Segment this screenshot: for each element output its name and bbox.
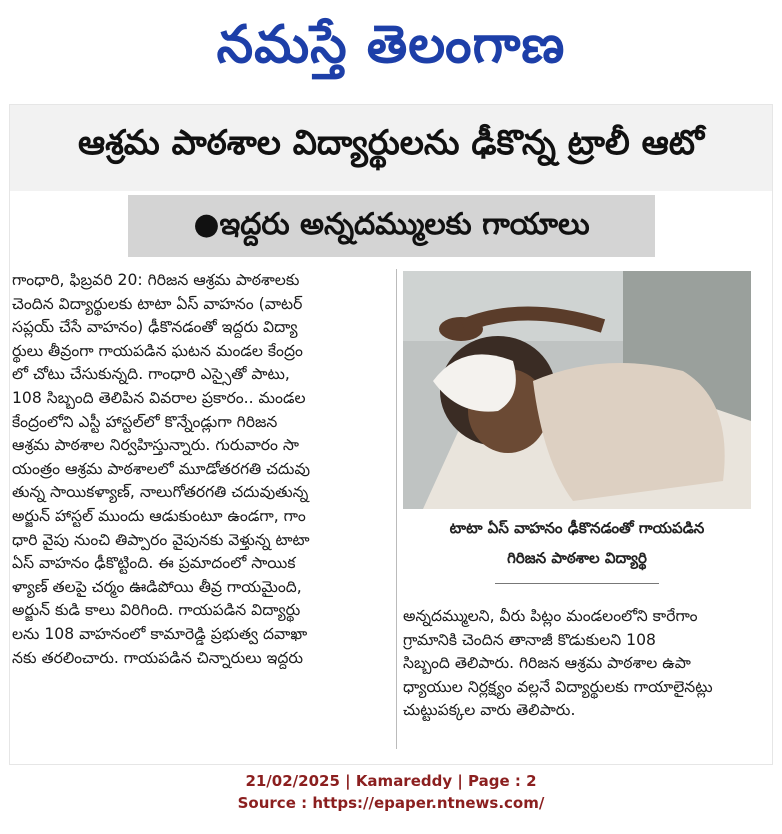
footer <box>0 770 782 814</box>
headline-band <box>10 105 772 191</box>
body-line: ధారి వైపు నుంచి తిప్పారం వైపునకు వెళ్తున్న టాటా <box>12 530 310 549</box>
article-body-left <box>12 269 390 749</box>
body-line: సప్లయ్ చేసే వాహనం) ఢీకొనడంతో ఇద్దరు విద్యా <box>12 318 298 337</box>
news-photo <box>403 271 751 509</box>
body-line: తున్న సాయికళ్యాణ్, నాలుగోతరగతి చదువుతున్న <box>12 483 309 502</box>
body-line: ధ్యాయుల నిర్లక్ష్యం వల్లనే విద్యార్థులకు గాయాలైనట్లు <box>403 677 713 696</box>
body-line: ర్థులు తీవ్రంగా గాయపడిన ఘటన మండల కేంద్రం <box>12 341 303 360</box>
body-line: గ్రామానికి చెందిన తానాజీ కొడుకులని 108 <box>403 630 656 649</box>
body-line: లను 108 వాహనంలో కామారెడ్డి ప్రభుత్వ దవాఖా <box>12 624 308 643</box>
body-line: యంత్రం ఆశ్రమ పాఠశాలలో మూడోతరగతి చదువు <box>12 459 311 478</box>
footer-source-link[interactable]: Source : https://epaper.ntnews.com/ <box>237 794 545 812</box>
body-line: అన్నదమ్ములని, వీరు పిట్లం మండలంలోని కారేగాం <box>403 607 698 625</box>
news-clipping <box>9 104 773 765</box>
masthead: నమస్తే తెలంగాణ <box>216 15 566 75</box>
body-line: చుట్టుపక్కల వారు తెలిపారు. <box>403 701 576 720</box>
injured-student-photo <box>403 271 751 509</box>
body-line: లో చోటు చేసుకున్నది. గాంధారి ఎస్సైతో పాటు, <box>12 365 290 384</box>
headline: ఆశ్రమ పాఠశాల విద్యార్థులను ఢీకొన్న ట్రాలీ ఆటో <box>77 123 705 163</box>
body-line: ఏస్ వాహనం ఢీకొట్టింది. ఈ ప్రమాదంలో సాయిక <box>12 554 296 573</box>
body-line: కేంద్రంలోని ఎస్టీ హాస్టల్‌లో కొన్నేండ్లుగా గిరిజన <box>12 412 278 431</box>
footer-edition-info: 21/02/2025 | Kamareddy | Page : 2 <box>245 772 537 790</box>
body-line: అర్జున్ కుడి కాలు విరిగింది. గాయపడిన విద్యార్థు <box>12 601 301 620</box>
caption-line: గిరిజన పాఠశాల విద్యార్థి <box>507 549 647 567</box>
column-divider <box>396 269 397 749</box>
subheadline-band <box>128 195 655 257</box>
body-line: ళ్యాణ్ తలపై చర్మం ఊడిపోయి తీవ్ర గాయమైంది, <box>12 577 302 596</box>
body-line: 108 సిబ్బంది తెలిపిన వివరాల ప్రకారం.. మండల <box>12 388 306 407</box>
body-line: అర్జున్ హాస్టల్ ముందు ఆడుకుంటూ ఉండగా, గాం <box>12 506 306 525</box>
caption-line: టాటా ఏస్ వాహనం ఢీకొనడంతో గాయపడిన <box>449 519 705 537</box>
article-body-right <box>403 605 751 745</box>
body-line: గాంధారి, ఫిబ్రవరి 20: గిరిజన ఆశ్రమ పాఠశాలకు <box>12 271 300 289</box>
caption-rule <box>495 583 659 584</box>
subheadline: ●ఇద్దరు అన్నదమ్ములకు గాయాలు <box>193 207 590 242</box>
photo-caption <box>403 513 751 587</box>
body-line: ఆశ్రమ పాఠశాల నిర్వహిస్తున్నారు. గురువారం సా <box>12 436 299 455</box>
body-line: చెందిన విద్యార్థులకు టాటా ఏస్ వాహనం (వాటర్ <box>12 294 303 313</box>
body-line: సిబ్బంది తెలిపారు. గిరిజన ఆశ్రమ పాఠశాల ఉపా <box>403 654 691 673</box>
body-line: నకు తరలించారు. గాయపడిన చిన్నారులు ఇద్దరు <box>12 648 304 667</box>
